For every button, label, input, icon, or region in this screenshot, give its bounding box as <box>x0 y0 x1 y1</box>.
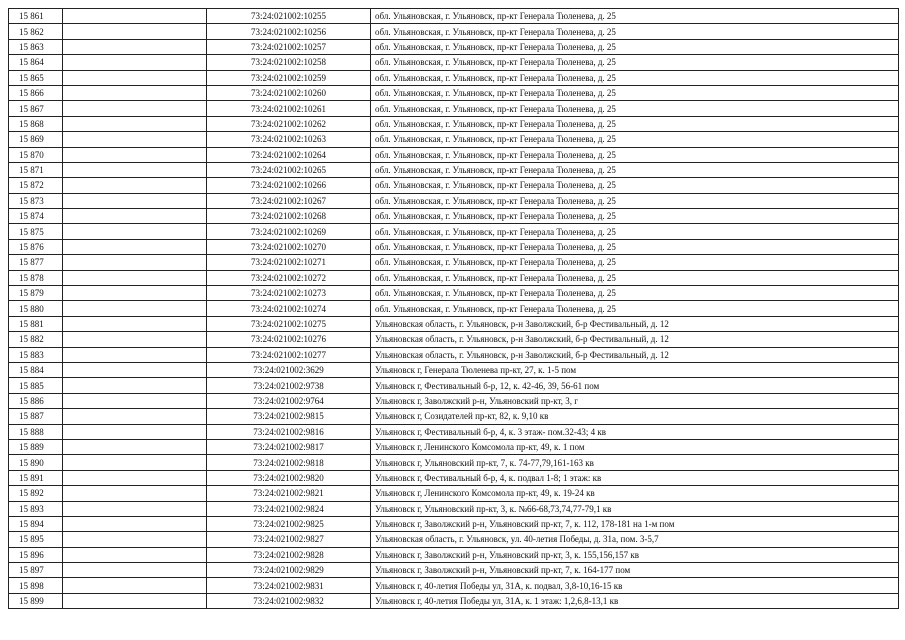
cadastral-number-cell: 73:24:021002:9818 <box>207 455 371 470</box>
empty-cell <box>63 193 207 208</box>
empty-cell <box>63 178 207 193</box>
row-number-cell: 15 898 <box>9 578 63 593</box>
address-cell: Ульяновская область, г. Ульяновск, р-н Заволжский, б-р Фестивальный, д. 12 <box>371 316 899 331</box>
table-row <box>9 178 899 193</box>
empty-cell <box>63 101 207 116</box>
table-row <box>9 39 899 54</box>
cadastral-number-cell: 73:24:021002:10261 <box>207 101 371 116</box>
empty-cell <box>63 593 207 608</box>
address-cell: Ульяновск г, Ульяновский пр-кт, 7, к. 74-77,79,161-163 кв <box>371 455 899 470</box>
cadastral-number-cell: 73:24:021002:10260 <box>207 85 371 100</box>
table-row <box>9 162 899 177</box>
table-row <box>9 147 899 162</box>
row-number-cell: 15 897 <box>9 563 63 578</box>
address-cell: Ульяновск г, Ульяновский пр-кт, 3, к. №66-68,73,74,77-79,1 кв <box>371 501 899 516</box>
address-cell: Ульяновск г, Фестивальный б-р, 4, к. 3 этаж- пом.32-43; 4 кв <box>371 424 899 439</box>
table-row <box>9 239 899 254</box>
cadastral-number-cell: 73:24:021002:10269 <box>207 224 371 239</box>
cadastral-number-cell: 73:24:021002:10275 <box>207 316 371 331</box>
table-row <box>9 347 899 362</box>
empty-cell <box>63 270 207 285</box>
cadastral-number-cell: 73:24:021002:10255 <box>207 9 371 24</box>
cadastral-number-cell: 73:24:021002:10266 <box>207 178 371 193</box>
table-row <box>9 409 899 424</box>
empty-cell <box>63 286 207 301</box>
row-number-cell: 15 877 <box>9 255 63 270</box>
row-number-cell: 15 871 <box>9 162 63 177</box>
empty-cell <box>63 532 207 547</box>
empty-cell <box>63 362 207 377</box>
empty-cell <box>63 409 207 424</box>
table-row <box>9 286 899 301</box>
cadastral-number-cell: 73:24:021002:10257 <box>207 39 371 54</box>
row-number-cell: 15 876 <box>9 239 63 254</box>
table-row <box>9 424 899 439</box>
address-cell: Ульяновск г, Заволжский р-н, Ульяновский пр-кт, 7, к. 164-177 пом <box>371 563 899 578</box>
cadastral-number-cell: 73:24:021002:10259 <box>207 70 371 85</box>
address-cell: Ульяновск г, Фестивальный б-р, 4, к. подвал 1-8; 1 этаж: кв <box>371 470 899 485</box>
row-number-cell: 15 861 <box>9 9 63 24</box>
empty-cell <box>63 132 207 147</box>
cadastral-number-cell: 73:24:021002:9821 <box>207 486 371 501</box>
address-cell: обл. Ульяновская, г. Ульяновск, пр-кт Генерала Тюленева, д. 25 <box>371 101 899 116</box>
cadastral-number-cell: 73:24:021002:9824 <box>207 501 371 516</box>
row-number-cell: 15 883 <box>9 347 63 362</box>
cadastral-number-cell: 73:24:021002:10262 <box>207 116 371 131</box>
empty-cell <box>63 239 207 254</box>
address-cell: Ульяновск г, 40-летия Победы ул, 31А, к. подвал, 3,8-10,16-15 кв <box>371 578 899 593</box>
cadastral-number-cell: 73:24:021002:9831 <box>207 578 371 593</box>
empty-cell <box>63 486 207 501</box>
row-number-cell: 15 868 <box>9 116 63 131</box>
empty-cell <box>63 85 207 100</box>
row-number-cell: 15 888 <box>9 424 63 439</box>
empty-cell <box>63 516 207 531</box>
table-row <box>9 516 899 531</box>
empty-cell <box>63 501 207 516</box>
row-number-cell: 15 891 <box>9 470 63 485</box>
address-cell: Ульяновск г, Заволжский р-н, Ульяновский пр-кт, 3, г <box>371 393 899 408</box>
empty-cell <box>63 255 207 270</box>
address-cell: Ульяновск г, Заволжский р-н, Ульяновский пр-кт, 3, к. 155,156,157 кв <box>371 547 899 562</box>
address-cell: обл. Ульяновская, г. Ульяновск, пр-кт Генерала Тюленева, д. 25 <box>371 239 899 254</box>
table-row <box>9 578 899 593</box>
empty-cell <box>63 563 207 578</box>
table-row <box>9 486 899 501</box>
registry-sheet <box>8 8 898 609</box>
table-row <box>9 224 899 239</box>
table-row <box>9 255 899 270</box>
row-number-cell: 15 875 <box>9 224 63 239</box>
empty-cell <box>63 9 207 24</box>
empty-cell <box>63 455 207 470</box>
address-cell: обл. Ульяновская, г. Ульяновск, пр-кт Генерала Тюленева, д. 25 <box>371 301 899 316</box>
cadastral-number-cell: 73:24:021002:9816 <box>207 424 371 439</box>
table-row <box>9 316 899 331</box>
cadastral-number-cell: 73:24:021002:10276 <box>207 332 371 347</box>
empty-cell <box>63 209 207 224</box>
row-number-cell: 15 879 <box>9 286 63 301</box>
cadastral-number-cell: 73:24:021002:10264 <box>207 147 371 162</box>
address-cell: Ульяновская область, г. Ульяновск, р-н Заволжский, б-р Фестивальный, д. 12 <box>371 332 899 347</box>
table-row <box>9 332 899 347</box>
table-row <box>9 455 899 470</box>
address-cell: обл. Ульяновская, г. Ульяновск, пр-кт Генерала Тюленева, д. 25 <box>371 270 899 285</box>
cadastral-number-cell: 73:24:021002:10268 <box>207 209 371 224</box>
row-number-cell: 15 866 <box>9 85 63 100</box>
table-row <box>9 378 899 393</box>
address-cell: обл. Ульяновская, г. Ульяновск, пр-кт Генерала Тюленева, д. 25 <box>371 70 899 85</box>
cadastral-number-cell: 73:24:021002:10274 <box>207 301 371 316</box>
empty-cell <box>63 224 207 239</box>
table-row <box>9 301 899 316</box>
row-number-cell: 15 886 <box>9 393 63 408</box>
table-row <box>9 132 899 147</box>
empty-cell <box>63 393 207 408</box>
cadastral-number-cell: 73:24:021002:9738 <box>207 378 371 393</box>
address-cell: обл. Ульяновская, г. Ульяновск, пр-кт Генерала Тюленева, д. 25 <box>371 162 899 177</box>
address-cell: обл. Ульяновская, г. Ульяновск, пр-кт Генерала Тюленева, д. 25 <box>371 9 899 24</box>
row-number-cell: 15 885 <box>9 378 63 393</box>
address-cell: Ульяновская область, г. Ульяновск, ул. 40-летия Победы, д. 31а, пом. 3-5,7 <box>371 532 899 547</box>
row-number-cell: 15 880 <box>9 301 63 316</box>
table-row <box>9 362 899 377</box>
empty-cell <box>63 332 207 347</box>
cadastral-number-cell: 73:24:021002:10263 <box>207 132 371 147</box>
cadastral-number-cell: 73:24:021002:10258 <box>207 55 371 70</box>
cadastral-number-cell: 73:24:021002:10277 <box>207 347 371 362</box>
table-row <box>9 70 899 85</box>
empty-cell <box>63 578 207 593</box>
row-number-cell: 15 893 <box>9 501 63 516</box>
address-cell: обл. Ульяновская, г. Ульяновск, пр-кт Генерала Тюленева, д. 25 <box>371 224 899 239</box>
table-row <box>9 593 899 608</box>
table-row <box>9 101 899 116</box>
table-row <box>9 9 899 24</box>
row-number-cell: 15 865 <box>9 70 63 85</box>
table-row <box>9 193 899 208</box>
row-number-cell: 15 872 <box>9 178 63 193</box>
row-number-cell: 15 882 <box>9 332 63 347</box>
cadastral-number-cell: 73:24:021002:9825 <box>207 516 371 531</box>
empty-cell <box>63 547 207 562</box>
cadastral-number-cell: 73:24:021002:10265 <box>207 162 371 177</box>
table-row <box>9 439 899 454</box>
address-cell: обл. Ульяновская, г. Ульяновск, пр-кт Генерала Тюленева, д. 25 <box>371 193 899 208</box>
row-number-cell: 15 869 <box>9 132 63 147</box>
address-cell: обл. Ульяновская, г. Ульяновск, пр-кт Генерала Тюленева, д. 25 <box>371 286 899 301</box>
empty-cell <box>63 378 207 393</box>
address-cell: обл. Ульяновская, г. Ульяновск, пр-кт Генерала Тюленева, д. 25 <box>371 255 899 270</box>
address-cell: обл. Ульяновская, г. Ульяновск, пр-кт Генерала Тюленева, д. 25 <box>371 85 899 100</box>
cadastral-number-cell: 73:24:021002:10272 <box>207 270 371 285</box>
table-row <box>9 116 899 131</box>
cadastral-number-cell: 73:24:021002:9764 <box>207 393 371 408</box>
empty-cell <box>63 70 207 85</box>
row-number-cell: 15 881 <box>9 316 63 331</box>
row-number-cell: 15 870 <box>9 147 63 162</box>
address-cell: обл. Ульяновская, г. Ульяновск, пр-кт Генерала Тюленева, д. 25 <box>371 55 899 70</box>
table-row <box>9 209 899 224</box>
empty-cell <box>63 24 207 39</box>
cadastral-number-cell: 73:24:021002:9829 <box>207 563 371 578</box>
address-cell: Ульяновск г, Заволжский р-н, Ульяновский пр-кт, 7, к. 112, 178-181 на 1-м пом <box>371 516 899 531</box>
row-number-cell: 15 867 <box>9 101 63 116</box>
table-row <box>9 55 899 70</box>
empty-cell <box>63 439 207 454</box>
row-number-cell: 15 874 <box>9 209 63 224</box>
cadastral-number-cell: 73:24:021002:10256 <box>207 24 371 39</box>
address-cell: Ульяновск г, 40-летия Победы ул, 31А, к. 1 этаж: 1,2,6,8-13,1 кв <box>371 593 899 608</box>
address-cell: обл. Ульяновская, г. Ульяновск, пр-кт Генерала Тюленева, д. 25 <box>371 178 899 193</box>
empty-cell <box>63 347 207 362</box>
cadastral-number-cell: 73:24:021002:9827 <box>207 532 371 547</box>
row-number-cell: 15 863 <box>9 39 63 54</box>
row-number-cell: 15 884 <box>9 362 63 377</box>
table-row <box>9 393 899 408</box>
row-number-cell: 15 892 <box>9 486 63 501</box>
address-cell: Ульяновская область, г. Ульяновск, р-н Заволжский, б-р Фестивальный, д. 12 <box>371 347 899 362</box>
cadastral-number-cell: 73:24:021002:9820 <box>207 470 371 485</box>
address-cell: обл. Ульяновская, г. Ульяновск, пр-кт Генерала Тюленева, д. 25 <box>371 209 899 224</box>
empty-cell <box>63 55 207 70</box>
empty-cell <box>63 301 207 316</box>
address-cell: обл. Ульяновская, г. Ульяновск, пр-кт Генерала Тюленева, д. 25 <box>371 147 899 162</box>
table-row <box>9 270 899 285</box>
table-row <box>9 563 899 578</box>
empty-cell <box>63 147 207 162</box>
address-cell: обл. Ульяновская, г. Ульяновск, пр-кт Генерала Тюленева, д. 25 <box>371 39 899 54</box>
address-cell: обл. Ульяновская, г. Ульяновск, пр-кт Генерала Тюленева, д. 25 <box>371 132 899 147</box>
cadastral-number-cell: 73:24:021002:9832 <box>207 593 371 608</box>
cadastral-number-cell: 73:24:021002:9815 <box>207 409 371 424</box>
registry-table <box>8 8 899 609</box>
address-cell: обл. Ульяновская, г. Ульяновск, пр-кт Генерала Тюленева, д. 25 <box>371 24 899 39</box>
row-number-cell: 15 899 <box>9 593 63 608</box>
cadastral-number-cell: 73:24:021002:3629 <box>207 362 371 377</box>
cadastral-number-cell: 73:24:021002:10267 <box>207 193 371 208</box>
row-number-cell: 15 889 <box>9 439 63 454</box>
row-number-cell: 15 864 <box>9 55 63 70</box>
row-number-cell: 15 894 <box>9 516 63 531</box>
table-row <box>9 501 899 516</box>
table-row <box>9 532 899 547</box>
table-row <box>9 547 899 562</box>
cadastral-number-cell: 73:24:021002:10271 <box>207 255 371 270</box>
row-number-cell: 15 896 <box>9 547 63 562</box>
address-cell: Ульяновск г, Созидателей пр-кт, 82, к. 9,10 кв <box>371 409 899 424</box>
empty-cell <box>63 39 207 54</box>
row-number-cell: 15 878 <box>9 270 63 285</box>
empty-cell <box>63 116 207 131</box>
address-cell: Ульяновск г, Фестивальный б-р, 12, к. 42-46, 39, 56-61 пом <box>371 378 899 393</box>
empty-cell <box>63 316 207 331</box>
table-row <box>9 470 899 485</box>
registry-table-body <box>9 9 899 609</box>
table-row <box>9 85 899 100</box>
cadastral-number-cell: 73:24:021002:9828 <box>207 547 371 562</box>
table-row <box>9 24 899 39</box>
empty-cell <box>63 424 207 439</box>
cadastral-number-cell: 73:24:021002:10270 <box>207 239 371 254</box>
empty-cell <box>63 470 207 485</box>
row-number-cell: 15 890 <box>9 455 63 470</box>
cadastral-number-cell: 73:24:021002:10273 <box>207 286 371 301</box>
row-number-cell: 15 895 <box>9 532 63 547</box>
row-number-cell: 15 862 <box>9 24 63 39</box>
address-cell: Ульяновск г, Ленинского Комсомола пр-кт, 49, к. 19-24 кв <box>371 486 899 501</box>
row-number-cell: 15 873 <box>9 193 63 208</box>
row-number-cell: 15 887 <box>9 409 63 424</box>
empty-cell <box>63 162 207 177</box>
cadastral-number-cell: 73:24:021002:9817 <box>207 439 371 454</box>
address-cell: Ульяновск г, Генерала Тюленева пр-кт, 27, к. 1-5 пом <box>371 362 899 377</box>
address-cell: Ульяновск г, Ленинского Комсомола пр-кт, 49, к. 1 пом <box>371 439 899 454</box>
address-cell: обл. Ульяновская, г. Ульяновск, пр-кт Генерала Тюленева, д. 25 <box>371 116 899 131</box>
